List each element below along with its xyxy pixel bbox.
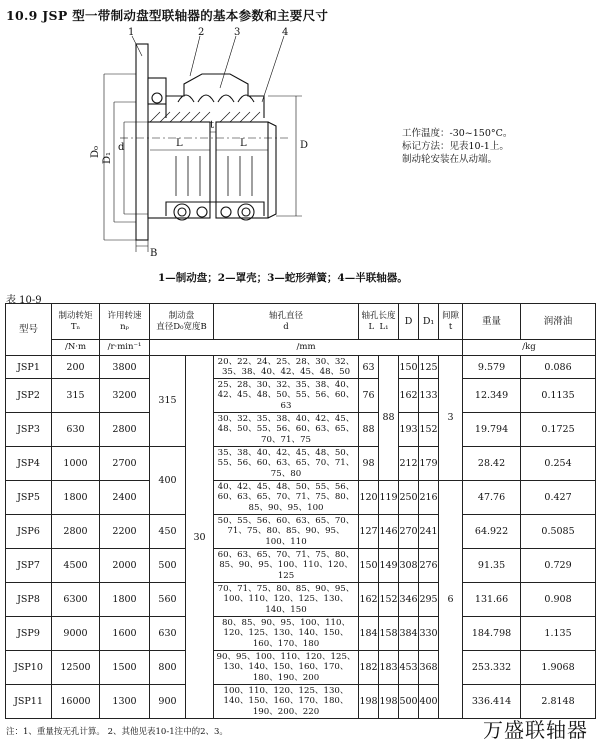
L1-88: 88: [379, 356, 399, 481]
dim-L-right: L: [240, 138, 247, 149]
hdr-speed: 许用转速 nₚ: [100, 304, 150, 340]
hdr-gap: 间隙 t: [439, 304, 463, 340]
spec-table: [5, 303, 596, 719]
table-row: JSP2 315 3200 25、28、30、32、35、38、40、42、45、48、50、55、56、60、63 76 162 133 12.349 0.1135: [6, 379, 596, 413]
dim-B: B: [150, 248, 158, 258]
dim-D: D: [300, 140, 309, 151]
table-row: JSP5 1800 2400 40、42、45、48、50、55、56、60、63、65、70、71、75、80、85、90、95、100 120 119 250 216 6 47.76 0.427: [6, 480, 596, 514]
callout-4: 4: [282, 27, 289, 38]
hdr-bore: 轴孔直径 d: [214, 304, 359, 340]
unit-kg: /kg: [463, 340, 596, 356]
figure-caption: 1—制动盘；2—罩壳；3—蛇形弹簧；4—半联轴器。: [158, 272, 408, 284]
footnote: 注：1、重量按无孔计算。 2、其他见表10-1注中的2、3。: [6, 727, 228, 737]
dim-d: d: [118, 142, 125, 153]
brake-disc: [136, 44, 148, 240]
table-row: JSP6 2800 2200 450 50、55、56、60、63、65、70、71、75、80、85、90、95、100、110 127 146 270 241 64.922 0.5085: [6, 514, 596, 548]
left-hub: [148, 122, 210, 218]
hdr-disc: 制动盘 直径D₀宽度B: [150, 304, 214, 340]
disc-b-30: 30: [186, 356, 214, 719]
table-row: JSP1 200 3800 315 30 20、22、24、25、28、30、32、35、38、40、42、45、48、50 63 88 150 125 3 9.579 0.086: [6, 356, 596, 379]
unit-torque: /N·m: [52, 340, 100, 356]
page-title: 10.9 JSP 型一带制动盘型联轴器的基本参数和主要尺寸: [6, 8, 329, 23]
gap-3: 3: [439, 356, 463, 481]
note-temperature: 工作温度：-30~150°C。: [402, 128, 513, 139]
dim-L-left: L: [176, 138, 183, 149]
gap-6: 6: [439, 480, 463, 718]
note-marking: 标记方法：见表10-1上。: [402, 141, 509, 152]
hdr-model: 型号: [6, 304, 52, 356]
hdr-lube: 润滑油: [521, 304, 596, 340]
callout-2: 2: [198, 27, 205, 38]
dim-t: t: [210, 120, 215, 131]
callout-3: 3: [234, 27, 241, 38]
table-row: JSP7 4500 2000 500 60、63、65、70、71、75、80、85、90、95、100、110、120、125 150 149 308 276 91.35 0.729: [6, 548, 596, 582]
coupling-drawing: [80, 26, 330, 258]
disc-d-315: 315: [150, 356, 186, 447]
hdr-weight: 重量: [463, 304, 521, 340]
header-row-1: [6, 304, 596, 340]
right-hub: [216, 122, 268, 218]
header-row-units: [6, 340, 596, 356]
callout-1: 1: [128, 27, 135, 38]
table-row: JSP8 6300 1800 560 70、71、75、80、85、90、95、100、110、120、125、130、140、150 162 152 346 295 131.66 0.908: [6, 582, 596, 616]
table-label: 表 10-9: [6, 295, 42, 306]
notes: [402, 127, 512, 166]
watermark: 万盛联轴器: [483, 718, 588, 742]
hdr-torque: 制动转矩 Tₙ: [52, 304, 100, 340]
hdr-D: D: [399, 304, 419, 340]
disc-d-400: 400: [150, 446, 186, 514]
table-row: JSP9 9000 1600 630 80、85、90、95、100、110、120、125、130、140、150、160、170、180 184 158 384 330 184.798 1.135: [6, 616, 596, 650]
table-row: JSP4 1000 2700 400 35、38、40、42、45、48、50、55、56、60、63、65、70、71、75、80 98 212 179 28.42 0.254: [6, 446, 596, 480]
dim-D1: D₁: [102, 151, 113, 164]
hdr-D1: D₁: [419, 304, 439, 340]
hdr-length: 轴孔长度 L L₁: [359, 304, 399, 340]
note-brake-wheel: 制动轮安装在从动端。: [402, 154, 498, 165]
table-row: JSP11 16000 1300 900 100、110、120、125、130、140、150、160、170、180、190、200、220 198 198 500 400 336.414 2.8148: [6, 684, 596, 718]
table-row: JSP10 12500 1500 800 90、95、100、110、120、125、130、140、150、160、170、180、190、200 182 183 453 368 253.332 1.9068: [6, 650, 596, 684]
unit-mm: /mm: [150, 340, 463, 356]
table-row: JSP3 630 2800 30、32、35、38、40、42、45、48、50、55、56、60、63、65、70、71、75 88 193 152 19.794 0.1725: [6, 412, 596, 446]
dim-D0: D₀: [90, 145, 101, 158]
unit-speed: /r·min⁻¹: [100, 340, 150, 356]
